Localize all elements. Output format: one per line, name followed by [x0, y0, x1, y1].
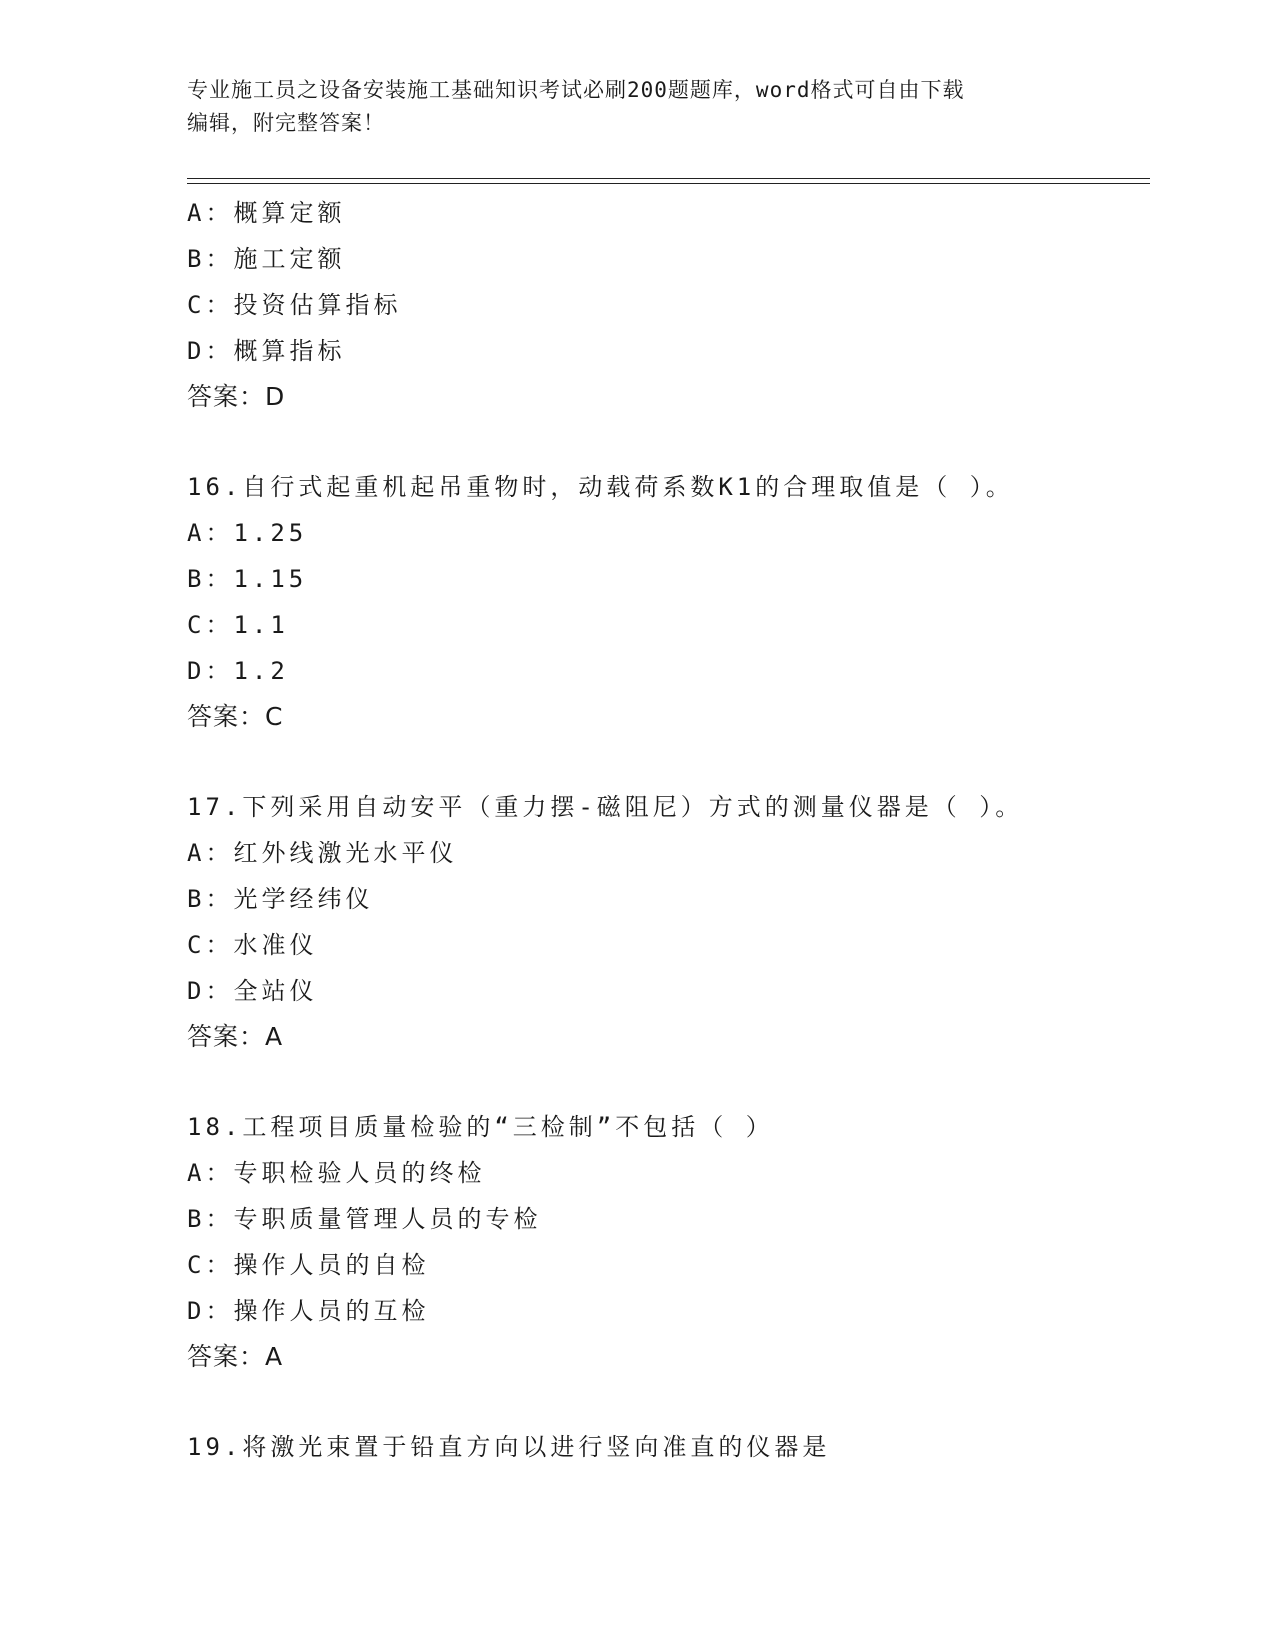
option-b: B：施工定额 [187, 245, 346, 273]
question-text: 18.工程项目质量检验的“三检制”不包括（ ） [187, 1113, 774, 1141]
answer: 答案：C [187, 702, 284, 731]
option-c: C：投资估算指标 [187, 291, 402, 319]
question-16 [187, 464, 1147, 740]
question-15-continued [187, 190, 1147, 420]
spacer [187, 420, 1147, 464]
header-divider [187, 178, 1150, 184]
option-d: D：概算指标 [187, 337, 346, 365]
option-c: C：水准仪 [187, 931, 318, 959]
spacer [187, 740, 1147, 784]
question-19 [187, 1424, 1147, 1470]
answer: 答案：A [187, 1342, 284, 1371]
question-text: 16.自行式起重机起吊重物时，动载荷系数K1的合理取值是（ ）。 [187, 473, 1014, 501]
question-17 [187, 784, 1147, 1060]
header-title-line-1: 专业施工员之设备安装施工基础知识考试必刷200题题库，word格式可自由下载 [187, 78, 965, 102]
option-a: A：专职检验人员的终检 [187, 1159, 486, 1187]
option-d: D：全站仪 [187, 977, 318, 1005]
option-a: A：概算定额 [187, 199, 346, 227]
option-b: B：1.15 [187, 565, 308, 593]
answer: 答案：A [187, 1022, 284, 1051]
option-c: C：操作人员的自检 [187, 1251, 430, 1279]
option-d: D：操作人员的互检 [187, 1297, 430, 1325]
option-b: B：专职质量管理人员的专检 [187, 1205, 542, 1233]
option-c: C：1.1 [187, 611, 289, 639]
question-text: 17.下列采用自动安平（重力摆-磁阻尼）方式的测量仪器是（ ）。 [187, 793, 1024, 821]
spacer [187, 1380, 1147, 1424]
option-a: A：红外线激光水平仪 [187, 839, 458, 867]
question-list [187, 190, 1147, 1470]
question-text: 19.将激光束置于铅直方向以进行竖向准直的仪器是 [187, 1433, 831, 1461]
question-18 [187, 1104, 1147, 1380]
option-a: A：1.25 [187, 519, 308, 547]
option-b: B：光学经纬仪 [187, 885, 374, 913]
spacer [187, 1060, 1147, 1104]
header-title-line-2: 编辑，附完整答案！ [187, 111, 385, 135]
document-header [187, 74, 1067, 140]
answer: 答案：D [187, 382, 286, 411]
option-d: D：1.2 [187, 657, 289, 685]
